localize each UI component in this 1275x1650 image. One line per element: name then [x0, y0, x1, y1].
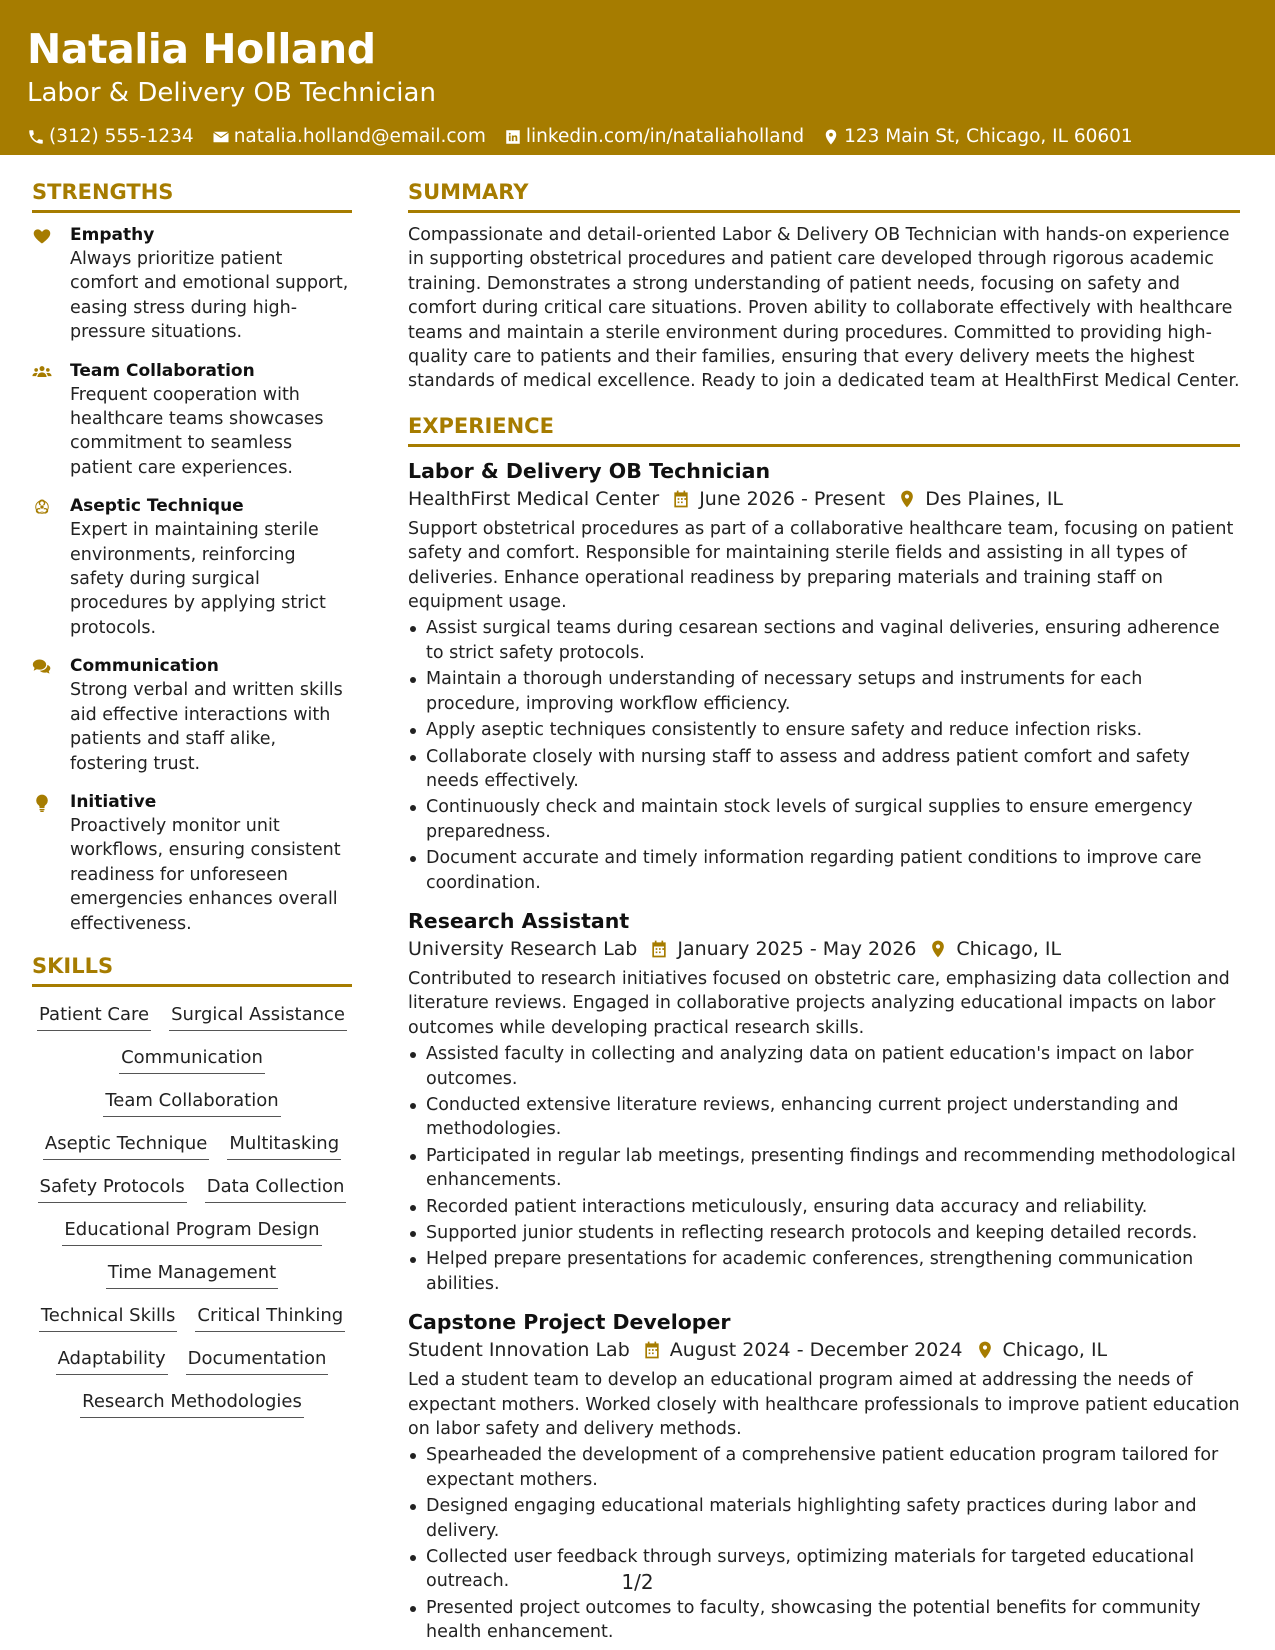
bullet-item: Assist surgical teams during cesarean sections and vaginal deliveries, ensuring adherence to strict safety protocols. [408, 616, 1240, 665]
heart-icon [32, 226, 52, 246]
skill-tag: Critical Thinking [195, 1304, 345, 1332]
skill-tag: Adaptability [56, 1347, 168, 1375]
map-pin-icon [975, 1340, 995, 1360]
strength-title: Team Collaboration [70, 360, 255, 381]
skill-tag: Safety Protocols [38, 1175, 187, 1203]
contact-bar [27, 124, 1248, 150]
strength-description: Expert in maintaining sterile environments, reinforcing safety during surgical procedures by applying strict protocols. [70, 520, 326, 638]
bullet-item: Assisted faculty in collecting and analyzing data on patient education's impact on labor outcomes. [408, 1042, 1240, 1091]
job-entry [408, 457, 1240, 895]
strength-item [32, 654, 352, 776]
skill-tag: Surgical Assistance [169, 1003, 347, 1031]
right-column [408, 178, 1240, 1650]
strength-title: Communication [70, 656, 219, 677]
map-pin-icon [928, 939, 948, 959]
map-pin-icon [897, 489, 917, 509]
skill-tag: Communication [119, 1046, 265, 1074]
job-title: Research Assistant [408, 908, 630, 933]
skill-tag: Documentation [186, 1347, 329, 1375]
users-icon [32, 362, 52, 382]
contact-address [822, 124, 1133, 150]
strength-item [32, 223, 352, 345]
envelope-icon [212, 128, 230, 146]
summary-heading: SUMMARY [408, 178, 1240, 213]
left-column [32, 178, 352, 1418]
strength-title: Initiative [70, 791, 157, 812]
bullet-item: Participated in regular lab meetings, presenting findings and recommending methodological enhancements. [408, 1144, 1240, 1193]
strength-item [32, 494, 352, 640]
skill-tag: Time Management [106, 1261, 278, 1289]
job-bullets [408, 1042, 1240, 1296]
job-title: Labor & Delivery OB Technician [408, 458, 771, 483]
contact-phone-text: (312) 555-1234 [49, 126, 194, 147]
job-location: Chicago, IL [956, 937, 1062, 960]
biohazard-icon [32, 497, 52, 517]
skill-tag: Research Methodologies [80, 1390, 304, 1418]
bullet-item: Spearheaded the development of a comprehensive patient education program tailored for expectant mothers. [408, 1443, 1240, 1492]
skill-tag: Data Collection [205, 1175, 347, 1203]
lightbulb-icon [32, 793, 52, 813]
job-company: University Research Lab [408, 937, 638, 960]
page-number: 1/2 [621, 1570, 654, 1594]
strengths-heading: STRENGTHS [32, 178, 352, 213]
skills-heading: SKILLS [32, 952, 352, 987]
job-description: Contributed to research initiatives focused on obstetric care, emphasizing data collection and literature reviews. Engaged in collaborative projects analyzing educational impacts on labor outcomes while developing practical research skills. [408, 968, 1230, 1038]
summary-text: Compassionate and detail-oriented Labor & Delivery OB Technician with hands-on experience in supporting obstetrical procedures and patient care developed through rigorous academic training. Demonstrates a strong understanding of patient needs, focusing on safety and comfort during critical care situations. Proven ability to collaborate effectively with healthcare teams and maintain a sterile environment during procedures. Committed to providing high-quality care to patients and their families, ensuring that every delivery meets the highest standards of medical excellence. Ready to join a dedicated team at HealthFirst Medical Center. [408, 225, 1240, 392]
strength-description: Strong verbal and written skills aid effective interactions with patients and staff alike, fostering trust. [70, 680, 343, 774]
job-location: Des Plaines, IL [925, 487, 1064, 510]
job-dates: January 2025 - May 2026 [677, 937, 917, 960]
phone-icon [27, 128, 45, 146]
bullet-item: Collaborate closely with nursing staff to assess and address patient comfort and safety needs effectively. [408, 745, 1240, 794]
strength-description: Always prioritize patient comfort and emotional support, easing stress during high-pressure situations. [70, 249, 349, 343]
skill-tag: Technical Skills [39, 1304, 178, 1332]
job-dates: August 2024 - December 2024 [669, 1339, 963, 1362]
map-pin-icon [822, 128, 840, 146]
strength-item [32, 359, 352, 481]
bullet-item: Document accurate and timely information regarding patient conditions to improve care coordination. [408, 846, 1240, 895]
skills-list [32, 997, 352, 1418]
bullet-item: Conducted extensive literature reviews, enhancing current project understanding and methodologies. [408, 1093, 1240, 1142]
job-entry [408, 1308, 1240, 1644]
calendar-icon [649, 939, 669, 959]
resume-header [0, 0, 1275, 155]
bullet-item: Designed engaging educational materials highlighting safety practices during labor and delivery. [408, 1494, 1240, 1543]
strength-description: Proactively monitor unit workflows, ensuring consistent readiness for unforeseen emergencies enhances overall effectiveness. [70, 815, 341, 934]
job-entry [408, 907, 1240, 1296]
job-bullets [408, 1443, 1240, 1644]
job-company: HealthFirst Medical Center [408, 487, 660, 510]
candidate-name: Natalia Holland [27, 25, 376, 73]
bullet-item: Supported junior students in reflecting research protocols and keeping detailed records. [408, 1221, 1240, 1245]
strength-description: Frequent cooperation with healthcare teams showcases commitment to seamless patient care experiences. [70, 384, 324, 478]
job-company: Student Innovation Lab [408, 1339, 630, 1362]
skill-tag: Team Collaboration [103, 1089, 280, 1117]
strength-title: Aseptic Technique [70, 496, 244, 517]
bullet-item: Collected user feedback through surveys, optimizing materials for targeted educational outreach. [408, 1545, 1240, 1594]
skill-tag: Multitasking [227, 1132, 341, 1160]
job-description: Support obstetrical procedures as part of a collaborative healthcare team, focusing on patient safety and comfort. Responsible for maintaining sterile fields and assisting in all types of deliveries. Enhance operational readiness by preparing materials and training staff on equipment usage. [408, 518, 1234, 613]
job-meta [408, 1336, 1240, 1364]
bullet-item: Presented project outcomes to faculty, showcasing the potential benefits for community health enhancement. [408, 1596, 1240, 1645]
skill-tag: Patient Care [37, 1003, 151, 1031]
bullet-item: Apply aseptic techniques consistently to ensure safety and reduce infection risks. [408, 718, 1240, 742]
calendar-icon [671, 489, 691, 509]
bullet-item: Helped prepare presentations for academic conferences, strengthening communication abilities. [408, 1247, 1240, 1296]
bullet-item: Maintain a thorough understanding of necessary setups and instruments for each procedure, improving workflow efficiency. [408, 667, 1240, 716]
strength-title: Empathy [70, 225, 155, 245]
experience-heading: EXPERIENCE [408, 412, 1240, 447]
linkedin-icon [504, 128, 522, 146]
job-location: Chicago, IL [1002, 1339, 1108, 1362]
job-title: Capstone Project Developer [408, 1310, 731, 1335]
job-bullets [408, 616, 1240, 894]
candidate-role: Labor & Delivery OB Technician [27, 78, 436, 108]
contact-phone[interactable] [27, 124, 194, 150]
calendar-icon [642, 1340, 662, 1360]
strength-item [32, 790, 352, 936]
skill-tag: Aseptic Technique [43, 1132, 210, 1160]
bullet-item: Recorded patient interactions meticulously, ensuring data accuracy and reliability. [408, 1195, 1240, 1219]
contact-email[interactable] [212, 124, 486, 150]
contact-email-text: natalia.holland@email.com [233, 126, 486, 147]
skill-tag: Educational Program Design [62, 1218, 321, 1246]
contact-linkedin[interactable] [504, 124, 804, 150]
job-dates: June 2026 - Present [699, 487, 886, 510]
job-meta [408, 935, 1240, 963]
comments-icon [32, 657, 52, 677]
job-description: Led a student team to develop an educational program aimed at addressing the needs of expectant mothers. Worked closely with healthcare professionals to improve patient education on labor safety and delivery methods. [408, 1370, 1240, 1440]
job-meta [408, 485, 1240, 513]
contact-address-text: 123 Main St, Chicago, IL 60601 [844, 126, 1133, 147]
contact-linkedin-text: linkedin.com/in/nataliaholland [525, 126, 805, 147]
bullet-item: Continuously check and maintain stock levels of surgical supplies to ensure emergency preparedness. [408, 795, 1240, 844]
